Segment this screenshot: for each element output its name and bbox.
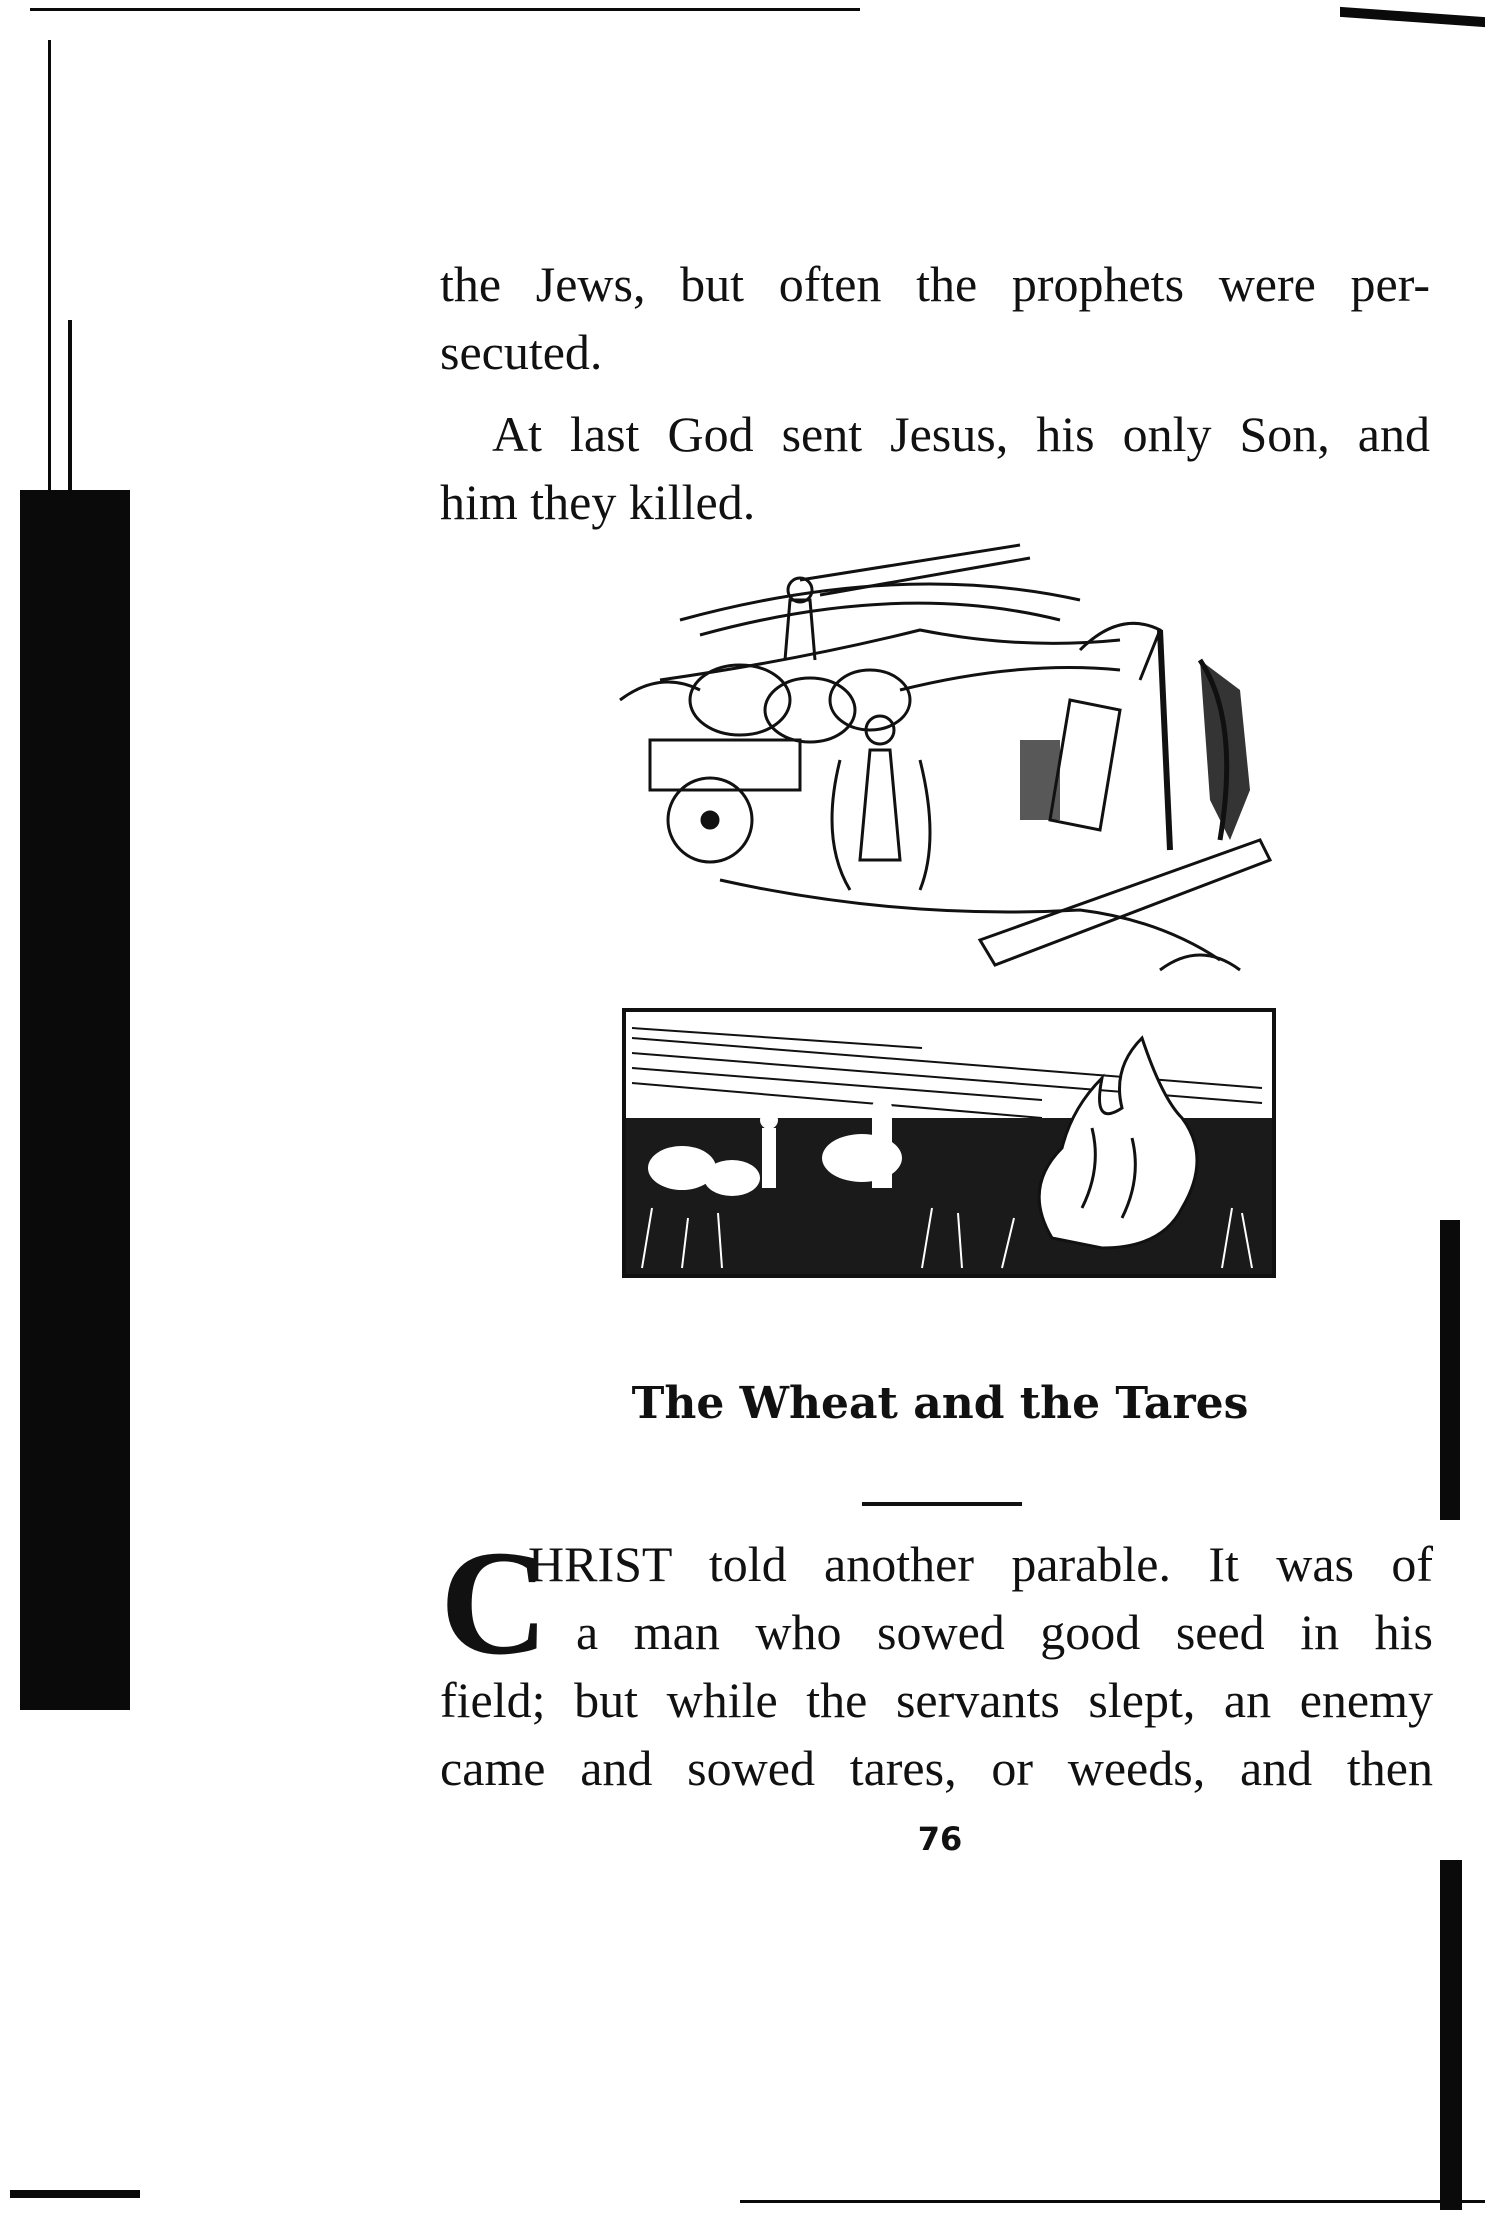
scan-edge-top [30, 8, 860, 11]
scan-edge-left [20, 490, 130, 1710]
text-line: the Jews, but often the prophets were per- [440, 256, 1430, 312]
scan-edge-bottom-left [10, 2190, 140, 2198]
drop-cap: C [440, 1520, 549, 1686]
paragraph-3-opening [528, 1530, 1433, 1598]
text-line: a man who sowed good seed in his [576, 1604, 1433, 1660]
paragraph-3-indented [576, 1598, 1433, 1666]
text-line: came and sowed tares, or weeds, and then [440, 1740, 1433, 1796]
scan-edge-bottom [740, 2200, 1485, 2203]
text-line: HRIST told another parable. It was of [528, 1536, 1433, 1592]
heading-divider [862, 1502, 1022, 1506]
text-line: At last God sent Jesus, his only Son, and [492, 406, 1430, 462]
burning-tares-illustration [622, 1008, 1276, 1278]
harvest-scene-illustration [600, 540, 1280, 1010]
text-line: field; but while the servants slept, an enemy [440, 1672, 1433, 1728]
scan-edge-left-lines [68, 320, 72, 490]
text-line: secuted. [440, 324, 603, 380]
scan-edge-right-2 [1440, 1860, 1462, 2210]
scan-edge-top-right [1340, 7, 1485, 27]
paragraph-1 [440, 250, 1430, 386]
paragraph-3 [440, 1666, 1433, 1802]
paragraph-2 [440, 400, 1430, 536]
page-number: 76 [917, 1820, 963, 1858]
section-heading: The Wheat and the Tares [631, 1378, 1249, 1429]
text-line: him they killed. [440, 474, 756, 530]
scan-edge-right-1 [1440, 1220, 1460, 1520]
scan-edge-left-thin [48, 40, 51, 490]
